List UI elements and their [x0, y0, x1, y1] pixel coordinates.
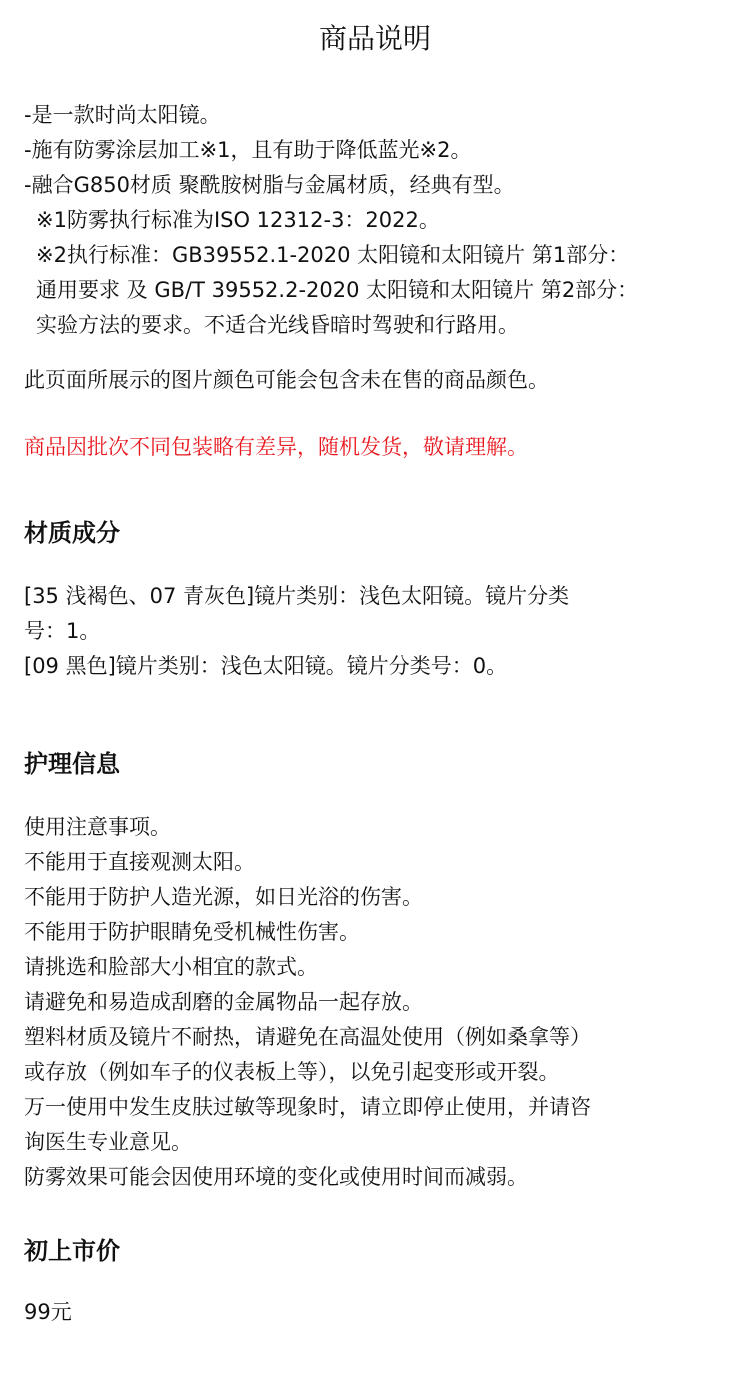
material-line: [09 黑色]镜片类别：浅色太阳镜。镜片分类号：0。: [24, 654, 508, 678]
material-info: [24, 579, 726, 684]
care-line: 不能用于防护人造光源，如日光浴的伤害。: [24, 885, 423, 909]
material-line: 号：1。: [24, 619, 101, 643]
care-line: 万一使用中发生皮肤过敏等现象时，请立即停止使用，并请咨: [24, 1095, 591, 1119]
care-line: 使用注意事项。: [24, 815, 171, 839]
price-heading: 初上市价: [24, 1237, 120, 1265]
description-bullets: [24, 98, 726, 343]
care-line: 塑料材质及镜片不耐热，请避免在高温处使用（例如桑拿等）: [24, 1025, 591, 1049]
care-line: 或存放（例如车子的仪表板上等），以免引起变形或开裂。: [24, 1060, 560, 1084]
care-heading: 护理信息: [24, 750, 120, 778]
care-line: 询医生专业意见。: [24, 1130, 192, 1154]
page-title: 商品说明: [318, 22, 431, 55]
material-heading: 材质成分: [24, 519, 120, 547]
care-line: 不能用于防护眼睛免受机械性伤害。: [24, 920, 360, 944]
material-line: [35 浅褐色、07 青灰色]镜片类别：浅色太阳镜。镜片分类: [24, 584, 570, 608]
care-line: 请避免和易造成刮磨的金属物品一起存放。: [24, 990, 423, 1014]
footnote-line: ※2执行标准：GB39552.1-2020 太阳镜和太阳镜片 第1部分：: [36, 243, 630, 267]
footnote-line: 实验方法的要求。不适合光线昏暗时驾驶和行路用。: [36, 313, 519, 337]
packaging-notice: 商品因批次不同包装略有差异，随机发货，敬请理解。: [24, 435, 528, 459]
price-value: 99元: [24, 1300, 72, 1324]
care-info: [24, 810, 726, 1195]
color-notice: 此页面所展示的图片颜色可能会包含未在售的商品颜色。: [24, 368, 549, 392]
care-line: 不能用于直接观测太阳。: [24, 850, 255, 874]
bullet-item: -融合G850材质 聚酰胺树脂与金属材质，经典有型。: [24, 173, 515, 197]
care-line: 防雾效果可能会因使用环境的变化或使用时间而减弱。: [24, 1165, 528, 1189]
bullet-item: -施有防雾涂层加工※1，且有助于降低蓝光※2。: [24, 138, 472, 162]
care-line: 请挑选和脸部大小相宜的款式。: [24, 955, 318, 979]
bullet-item: -是一款时尚太阳镜。: [24, 103, 221, 127]
footnote-line: ※1防雾执行标准为ISO 12312-3：2022。: [36, 208, 440, 232]
footnote-line: 通用要求 及 GB/T 39552.2-2020 太阳镜和太阳镜片 第2部分：: [36, 278, 639, 302]
